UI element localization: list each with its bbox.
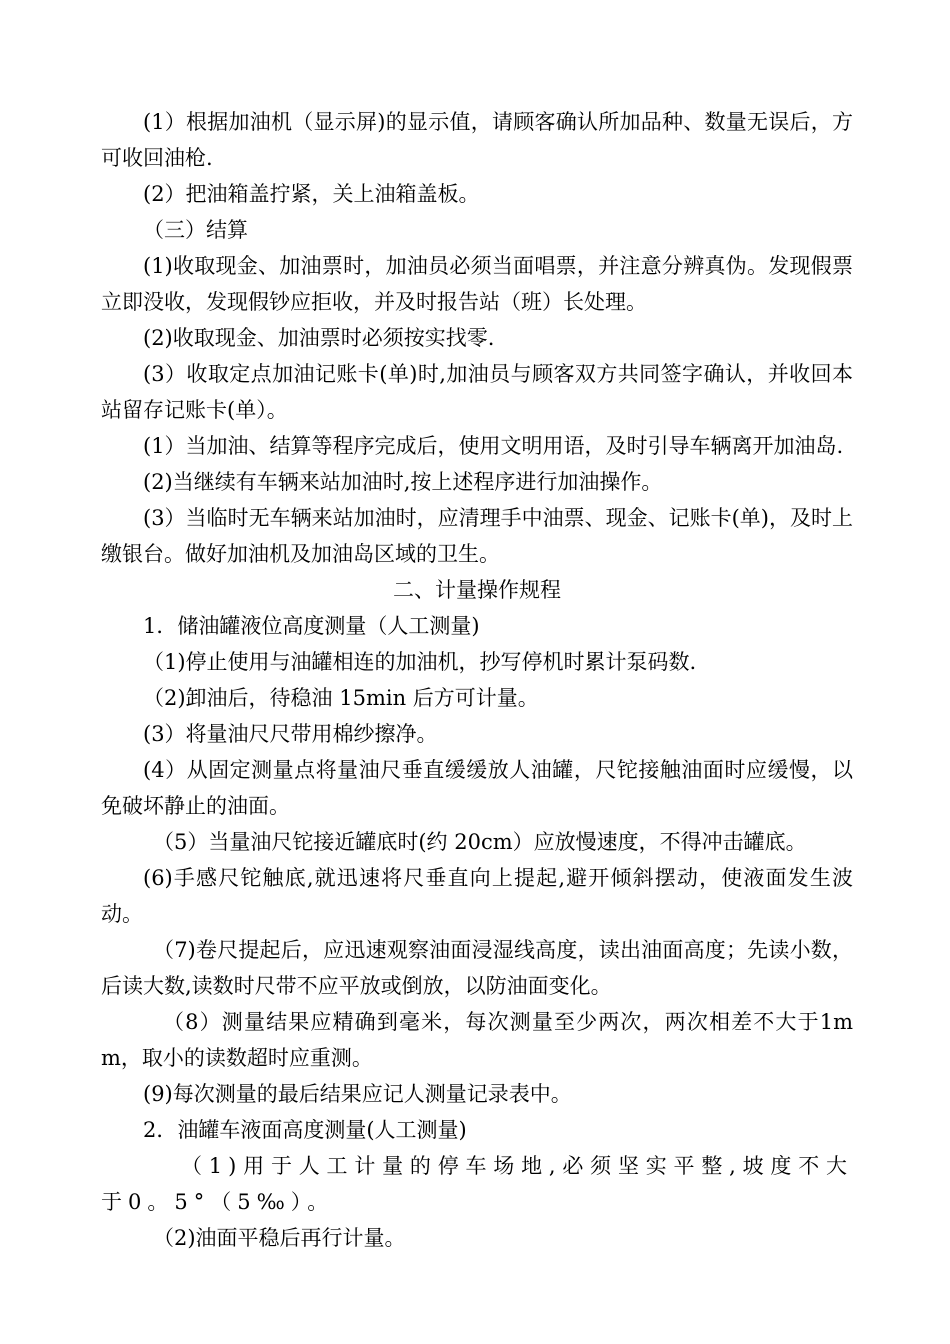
paragraph-12: (4）从固定测量点将量油尺垂直缓缓放人油罐，尺铊接触油面时应缓慢，以免破坏静止的油面。 bbox=[101, 758, 853, 818]
paragraph-3: (1)收取现金、加油票时，加油员必须当面唱票，并注意分辨真伪。发现假票立即没收，发现假钞应拒收，并及时报告站（班）长处理。 bbox=[101, 254, 853, 314]
paragraph-13: （5）当量油尺铊接近罐底时(约 20cm）应放慢速度，不得冲击罐底。 bbox=[153, 830, 807, 854]
paragraph-16: （8）测量结果应精确到毫米，每次测量至少两次，两次相差不大于1mm，取小的读数超时应重测。 bbox=[101, 1010, 853, 1070]
paragraph-15: （7)卷尺提起后，应迅速观察油面浸湿线高度，读出油面高度；先读小数，后读大数,读数时尺带不应平放或倒放，以防油面变化。 bbox=[101, 938, 853, 998]
paragraph-4: (2)收取现金、加油票时必须按实找零. bbox=[143, 326, 495, 350]
paragraph-5: (3）收取定点加油记账卡(单)时,加油员与顾客双方共同签字确认，并收回本站留存记账卡(单）。 bbox=[101, 362, 853, 422]
paragraph-11: (3）将量油尺尺带用棉纱擦净。 bbox=[143, 722, 438, 746]
paragraph-1: (1）根据加油机（显示屏)的显示值，请顾客确认所加品种、数量无误后，方可收回油枪. bbox=[101, 110, 853, 170]
paragraph-2: (2）把油箱盖拧紧，关上油箱盖板。 bbox=[143, 182, 480, 206]
section-heading-metering: 二、计量操作规程 bbox=[393, 578, 561, 602]
paragraph-8: (3）当临时无车辆来站加油时，应清理手中油票、现金、记账卡(单)，及时上缴银台。做好加油机及加油岛区域的卫生。 bbox=[101, 506, 853, 566]
paragraph-9: （1)停止使用与油罐相连的加油机，抄写停机时累计泵码数. bbox=[143, 650, 697, 674]
paragraph-19: （2)油面平稳后再行计量。 bbox=[153, 1226, 406, 1250]
paragraph-6: (1）当加油、结算等程序完成后，使用文明用语，及时引导车辆离开加油岛. bbox=[143, 434, 844, 458]
document-body bbox=[101, 104, 853, 1256]
paragraph-18: （1)用于人工计量的停车场地,必须坚实平整,坡度不大于0。5°（5‰）。 bbox=[101, 1154, 853, 1214]
section-heading-settlement: （三）结算 bbox=[143, 218, 248, 242]
paragraph-7: (2)当继续有车辆来站加油时,按上述程序进行加油操作。 bbox=[143, 470, 663, 494]
paragraph-10: （2)卸油后，待稳油 15min 后方可计量。 bbox=[143, 686, 539, 710]
subheading-tanker-level: 2．油罐车液面高度测量(人工测量) bbox=[143, 1118, 467, 1142]
subheading-tank-level: 1．储油罐液位高度测量（人工测量) bbox=[143, 614, 480, 638]
paragraph-17: (9)每次测量的最后结果应记人测量记录表中。 bbox=[143, 1082, 572, 1106]
paragraph-14: (6)手感尺铊触底,就迅速将尺垂直向上提起,避开倾斜摆动，使液面发生波动。 bbox=[101, 866, 853, 926]
